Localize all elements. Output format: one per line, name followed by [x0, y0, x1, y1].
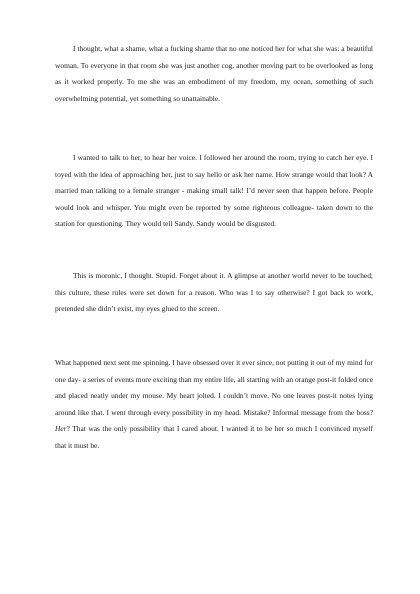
paragraph-3 [55, 268, 373, 318]
paragraph-4-italic: Her [55, 424, 67, 434]
paragraph-2 [55, 150, 373, 233]
paragraph-1-text: I thought, what a shame, what a fucking shame that no one noticed her for what she was: a beautiful woman. To everyone in that room she was just another cog, another moving part to be overlooked as long as it worked properly. To me she was an embodiment of my freedom, my ocean, something of such overwhelming potential, yet something so unattainable. [55, 44, 373, 103]
paragraph-4-text [55, 355, 373, 455]
paragraph-3-text: This is moronic, I thought. Stupid. Forget about it. A glimpse at another world never to be touched; this culture, these rules were set down for a reason. Who was I to say otherwise? I got back to work, pretended she didn’t exist, my eyes glued to the screen. [55, 271, 373, 314]
paragraph-2-text: I wanted to talk to her, to hear her voice. I followed her around the room, trying to catch her eye. I toyed with the idea of approaching her, just to say hello or ask her name. How strange would that look? A married man talking to a female stranger - making small talk! I’d never seen that happen before. People would look and whisper. You might even be reported by some righteous colleague- taken down to the station for questioning. They would tell Sandy. Sandy would be disgusted. [55, 153, 373, 229]
paragraph-4-before: What happened next sent me spinning. I have obsessed over it ever since, not putting it out of my mind for one day- a series of events more exciting than my entire life, all starting with an orange post-it folded once and placed neatly under my mouse. My heart jolted. I couldn’t move. No one leaves post-it notes lying around like that. I went through every possibility in my head. Mistake? Informal message from the boss? [55, 358, 373, 417]
paragraph-4 [55, 355, 373, 455]
paragraph-1 [55, 41, 373, 107]
paragraph-4-after: ? That was the only possibility that I cared about. I wanted it to be her so much I convinced myself that it must be. [55, 424, 373, 450]
